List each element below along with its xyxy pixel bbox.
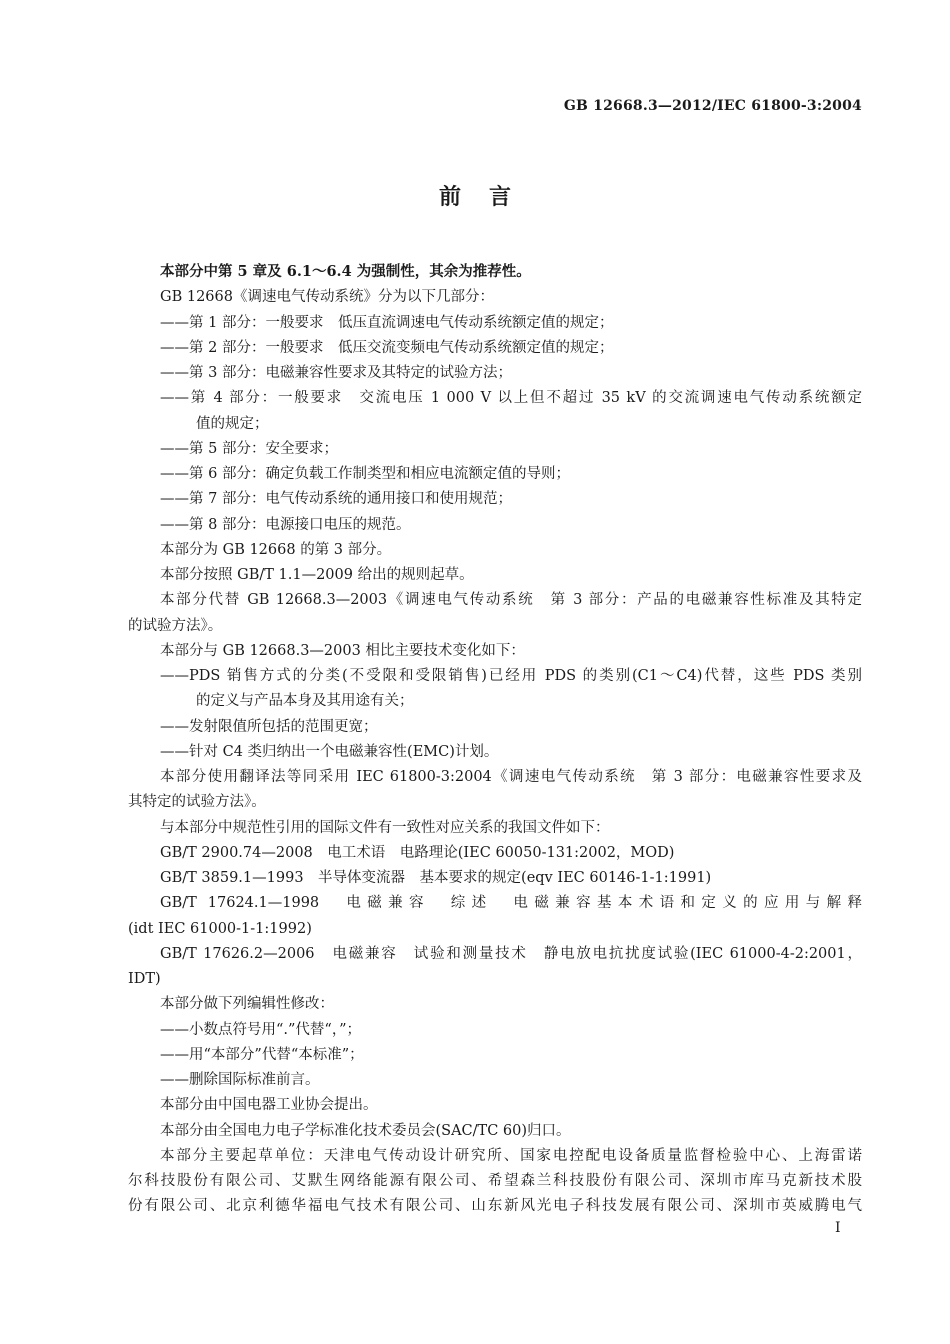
text-line: 尔科技股份有限公司、艾默生网络能源有限公司、希望森兰科技股份有限公司、深圳市库马克新技术股 bbox=[128, 1173, 862, 1189]
text-line: ——第 5 部分：安全要求； bbox=[160, 440, 338, 457]
text-line: GB/T 2900.74—2008 电工术语 电路理论(IEC 60050-131:2002，MOD) bbox=[160, 844, 675, 861]
text-line: 本部分与 GB 12668.3—2003 相比主要技术变化如下： bbox=[160, 642, 525, 659]
text-line: 本部分由全国电力电子学标准化技术委员会(SAC/TC 60)归口。 bbox=[160, 1122, 571, 1139]
text-line: 本部分做下列编辑性修改： bbox=[160, 996, 334, 1013]
text-line: GB/T 17624.1—1998 电磁兼容 综述 电磁兼容基本术语和定义的应用与解释 bbox=[160, 895, 862, 912]
text-line: ——小数点符号用“.”代替“，”； bbox=[160, 1021, 362, 1038]
text-line: ——第 6 部分：确定负载工作制类型和相应电流额定值的导则； bbox=[160, 466, 570, 482]
page-number: I bbox=[835, 1220, 841, 1236]
text-line: IDT) bbox=[128, 971, 161, 987]
text-line: ——第 7 部分：电气传动系统的通用接口和使用规范； bbox=[160, 491, 512, 508]
standard-number-header: GB 12668.3—2012/IEC 61800-3:2004 bbox=[563, 98, 862, 114]
text-line: 其特定的试验方法》。 bbox=[128, 794, 266, 811]
text-line: 本部分主要起草单位：天津电气传动设计研究所、国家电控配电设备质量监督检验中心、上海雷诺 bbox=[160, 1147, 862, 1164]
text-line: 份有限公司、北京利德华福电气技术有限公司、山东新风光电子科技发展有限公司、深圳市英威腾电气 bbox=[128, 1198, 862, 1215]
text-line: ——删除国际标准前言。 bbox=[160, 1072, 320, 1088]
page-title: 前言 bbox=[438, 184, 539, 210]
text-line: ——第 3 部分：电磁兼容性要求及其特定的试验方法； bbox=[160, 365, 512, 381]
text-line: 值的规定； bbox=[196, 415, 269, 432]
text-line: 本部分中第 5 章及 6.1～6.4 为强制性，其余为推荐性。 bbox=[160, 263, 531, 280]
text-line: GB/T 3859.1—1993 半导体变流器 基本要求的规定(eqv IEC 60146-1-1:1991) bbox=[160, 870, 712, 886]
text-line: 与本部分中规范性引用的国际文件有一致性对应关系的我国文件如下： bbox=[160, 819, 610, 836]
text-line: ——第 4 部分：一般要求 交流电压 1 000 V 以上但不超过 35 kV 的交流调速电气传动系统额定 bbox=[160, 390, 862, 407]
text-line: GB 12668《调速电气传动系统》分为以下几部分： bbox=[160, 289, 494, 306]
text-line: ——用“本部分”代替“本标准”； bbox=[160, 1046, 364, 1063]
text-line: 本部分由中国电器工业协会提出。 bbox=[160, 1097, 378, 1114]
text-line: GB/T 17626.2—2006 电磁兼容 试验和测量技术 静电放电抗扰度试验(IEC 61000-4-2:2001， bbox=[160, 945, 862, 962]
text-line: 本部分代替 GB 12668.3—2003《调速电气传动系统 第 3 部分：产品的电磁兼容性标准及其特定 bbox=[160, 592, 862, 609]
text-line: ——针对 C4 类归纳出一个电磁兼容性(EMC)计划。 bbox=[160, 743, 499, 760]
text-line: 本部分为 GB 12668 的第 3 部分。 bbox=[160, 541, 392, 558]
text-line: 本部分使用翻译法等同采用 IEC 61800-3:2004《调速电气传动系统 第 3 部分：电磁兼容性要求及 bbox=[160, 769, 862, 785]
text-line: ——第 2 部分：一般要求 低压交流变频电气传动系统额定值的规定； bbox=[160, 339, 614, 356]
text-line: ——发射限值所包括的范围更宽； bbox=[160, 718, 378, 735]
text-line: ——第 1 部分：一般要求 低压直流调速电气传动系统额定值的规定； bbox=[160, 314, 614, 331]
text-line: 本部分按照 GB/T 1.1—2009 给出的规则起草。 bbox=[160, 567, 474, 583]
text-line: 的试验方法》。 bbox=[128, 617, 223, 634]
text-line: ——第 8 部分：电源接口电压的规范。 bbox=[160, 516, 411, 533]
text-line: (idt IEC 61000-1-1:1992) bbox=[128, 920, 312, 937]
text-line: 的定义与产品本身及其用途有关； bbox=[196, 693, 414, 710]
text-line: ——PDS 销售方式的分类(不受限和受限销售)已经用 PDS 的类别(C1～C4)代替，这些 PDS 类别 bbox=[160, 668, 862, 684]
